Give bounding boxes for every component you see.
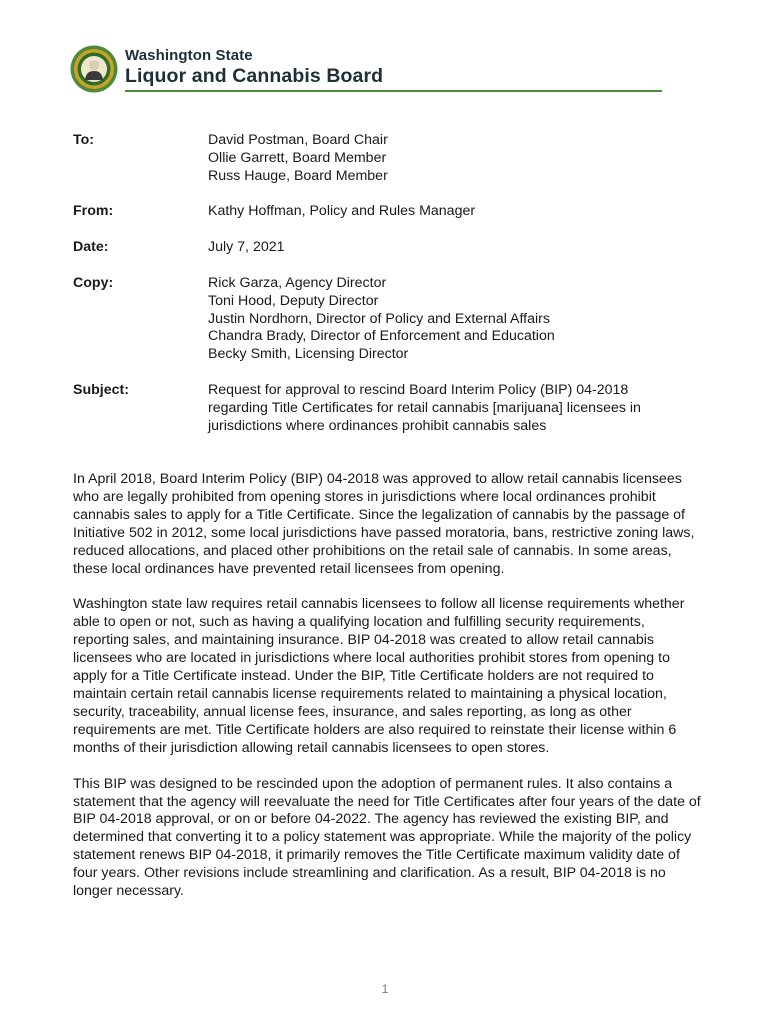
memo-copy-line: Becky Smith, Licensing Director (208, 346, 409, 363)
memo-to-line: Russ Hauge, Board Member (208, 167, 388, 184)
memo-body (73, 471, 703, 919)
washington-state-seal-icon (70, 45, 118, 93)
memo-to-value (208, 132, 713, 185)
memo-copy-line: Justin Nordhorn, Director of Policy and External Affairs (208, 310, 550, 327)
memo-date-value (208, 239, 713, 257)
memo-from-line: Kathy Hoffman, Policy and Rules Manager (208, 203, 476, 220)
memo-from-label: From: (73, 203, 114, 220)
memo-subject-value (208, 382, 713, 435)
letterhead-rule (125, 90, 662, 92)
memo-subject-line: Request for approval to rescind Board Interim Policy (BIP) 04-2018 (208, 381, 629, 398)
memo-copy-line: Chandra Brady, Director of Enforcement and Education (208, 328, 555, 345)
memo-subject-line: jurisdictions where ordinances prohibit cannabis sales (208, 417, 547, 434)
memo-subject-line: regarding Title Certificates for retail cannabis [marijuana] licensees in (208, 399, 641, 416)
memo-to-line: Ollie Garrett, Board Member (208, 149, 387, 166)
letterhead (70, 44, 662, 94)
body-paragraph: Washington state law requires retail cannabis licensees to follow all license requirements whether able to open or not, such as having a qualifying location and fulfilling security requirements, reporting sales, and maintaining insurance. BIP 04-2018 was created to allow retail cannabis licensees who are located in jurisdictions where local authorities prohibit stores from opening to apply for a Title Certificate instead. Under the BIP, Title Certificate holders are not required to maintain certain retail cannabis license requirements related to maintaining a physical location, security, traceability, annual license fees, insurance, and sales reporting, as long as other requirements are met. Title Certificate holders are also required to reinstate their license within 6 months of their jurisdiction allowing retail cannabis licensees to open stores. (73, 596, 685, 756)
memo-copy-line: Toni Hood, Deputy Director (208, 292, 379, 309)
memo-copy-label: Copy: (73, 274, 114, 291)
memo-header (73, 132, 713, 435)
memo-from-row (73, 203, 713, 221)
memo-copy-value (208, 275, 713, 364)
memo-to-label: To: (73, 132, 95, 148)
memo-from-value (208, 203, 713, 221)
memo-copy-line: Rick Garza, Agency Director (208, 274, 387, 291)
org-name-line1: Washington State (125, 47, 253, 64)
page-number: 1 (381, 982, 389, 996)
memo-date-label: Date: (73, 239, 109, 256)
memo-to-line: David Postman, Board Chair (208, 132, 388, 148)
body-paragraph: This BIP was designed to be rescinded upon the adoption of permanent rules. It also contains a statement that the agency will reevaluate the need for Title Certificates after four years of the date of BIP 04-2018 approval, or on or before 04-2022. The agency has reviewed the existing BIP, and determined that converting it to a policy statement was appropriate. While the majority of the policy statement renews BIP 04-2018, it primarily removes the Title Certificate maximum validity date of four years. Other revisions include streamlining and clarification. As a result, BIP 04-2018 is no longer necessary. (73, 775, 701, 900)
memo-date-row (73, 239, 713, 257)
memo-copy-row (73, 275, 713, 364)
body-paragraph: In April 2018, Board Interim Policy (BIP) 04-2018 was approved to allow retail cannabis licensees who are legally prohibited from opening stores in jurisdictions where local ordinances prohibit cannabis sales to apply for a Title Certificate. Since the legalization of cannabis by the passage of Initiative 502 in 2012, some local jurisdictions have passed moratoria, bans, restrictive zoning laws, reduced allocations, and placed other prohibitions on the retail sale of cannabis. In some areas, these local ordinances have prevented retail licensees from opening. (73, 471, 695, 577)
memo-to-row (73, 132, 713, 185)
memo-date-line: July 7, 2021 (208, 239, 285, 256)
memo-subject-label: Subject: (73, 381, 129, 398)
org-name-line2: Liquor and Cannabis Board (125, 65, 384, 87)
memo-subject-row (73, 382, 713, 435)
